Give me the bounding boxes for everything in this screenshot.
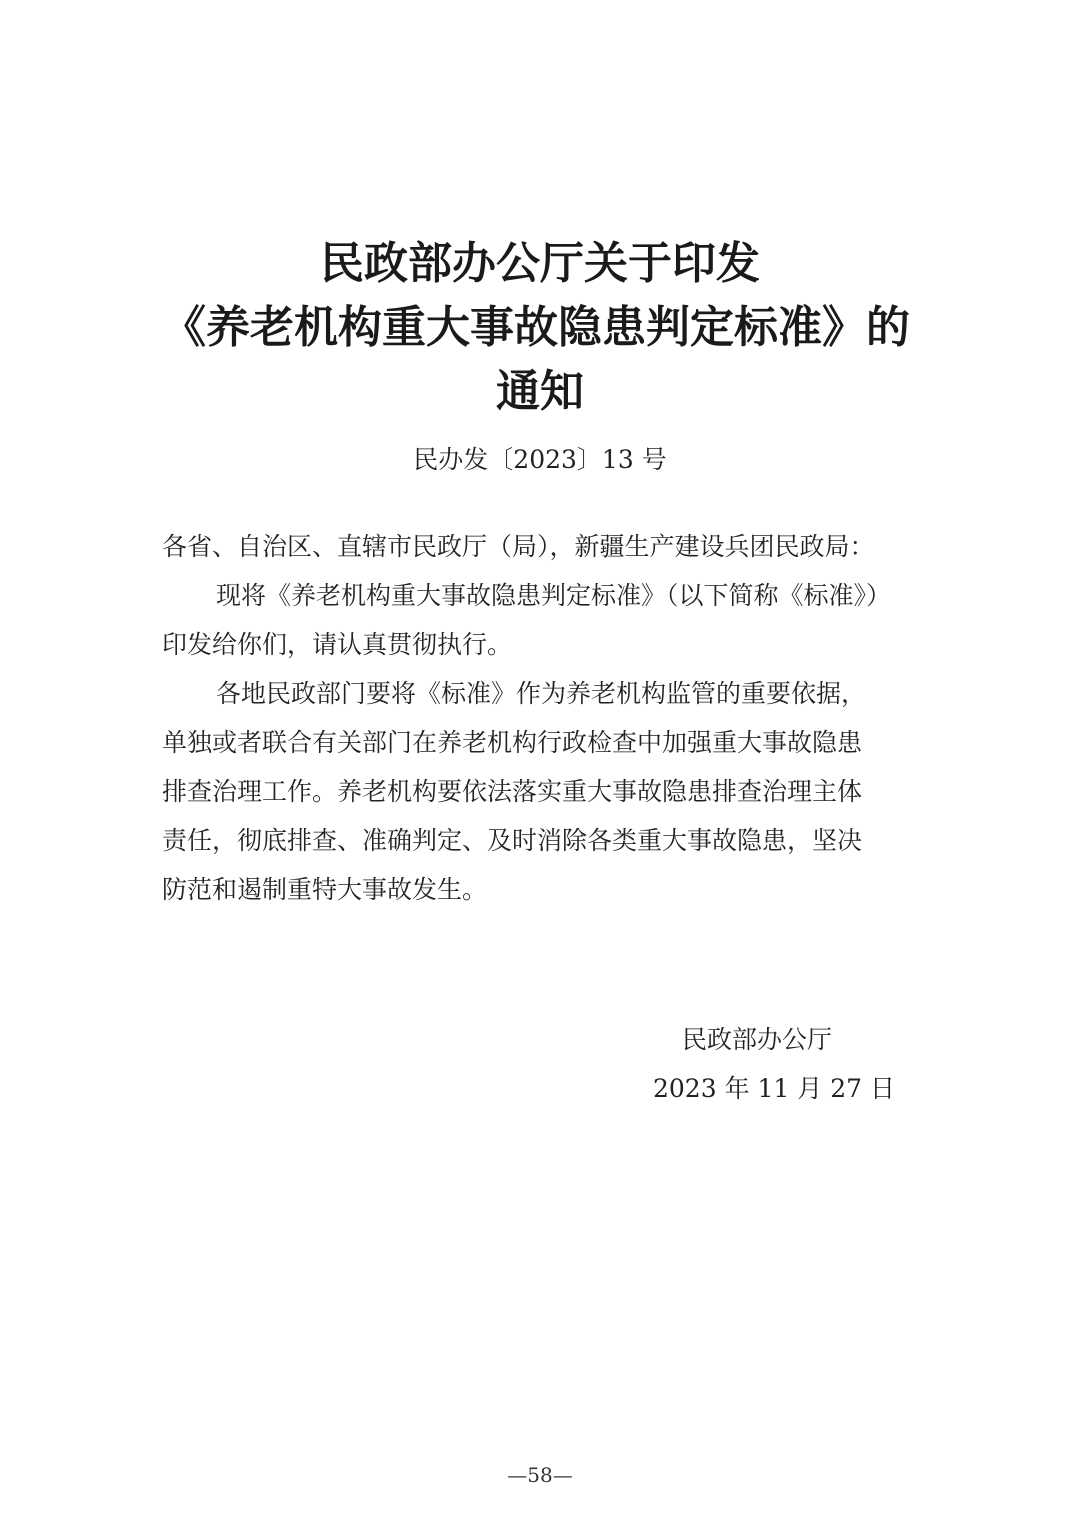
paragraph-2-line-5: 防范和遏制重特大事故发生。 [162, 875, 488, 904]
paragraph-2-line-4: 责任，彻底排查、准确判定、及时消除各类重大事故隐患，坚决 [162, 826, 863, 855]
signature-organization: 民政部办公厅 [682, 1025, 833, 1054]
addressee: 各省、自治区、直辖市民政厅（局），新疆生产建设兵团民政局： [162, 532, 875, 561]
document-number: 民办发〔2023〕13 号 [413, 445, 667, 474]
document-title-line-3: 通知 [496, 366, 584, 417]
paragraph-1-line-1: 现将《养老机构重大事故隐患判定标准》（以下简称《标准》） [216, 581, 892, 610]
paragraph-2-line-2: 单独或者联合有关部门在养老机构行政检查中加强重大事故隐患 [162, 728, 863, 757]
paragraph-2-line-3: 排查治理工作。养老机构要依法落实重大事故隐患排查治理主体 [162, 777, 863, 806]
paragraph-2-line-1: 各地民政部门要将《标准》作为养老机构监管的重要依据， [216, 679, 867, 708]
paragraph-1-line-2: 印发给你们，请认真贯彻执行。 [162, 630, 513, 659]
document-title-line-1: 民政部办公厅关于印发 [320, 238, 760, 289]
page-number: —58— [507, 1463, 573, 1487]
signature-date: 2023 年 11 月 27 日 [653, 1074, 895, 1103]
document-title-line-2: 《养老机构重大事故隐患判定标准》的 [162, 302, 910, 353]
